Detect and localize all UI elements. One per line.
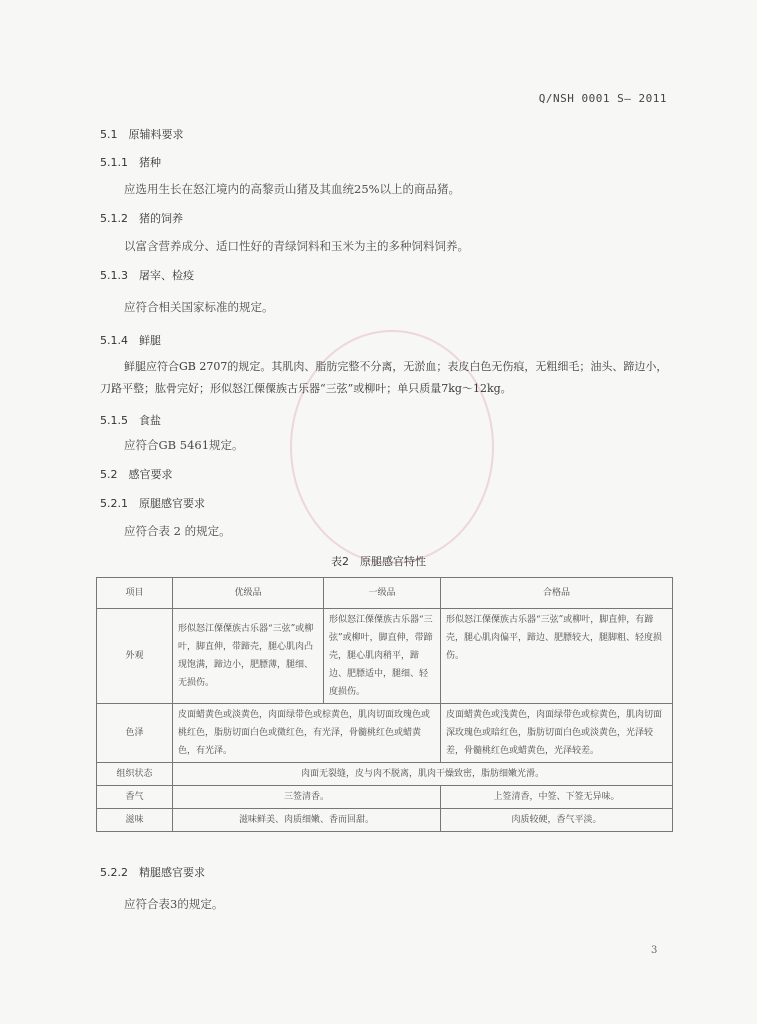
section-5-2-1-text: 应符合表 2 的规定。 bbox=[124, 524, 231, 538]
section-5-1-1-text: 应选用生长在怒江境内的高黎贡山猪及其血统25%以上的商品猪。 bbox=[124, 182, 461, 196]
section-5-1-5-text: 应符合GB 5461规定。 bbox=[124, 438, 244, 452]
cell-texture-all: 肉面无裂缝，皮与肉不脱离，肌肉干燥致密，脂肪细嫩光滑。 bbox=[173, 763, 673, 786]
cell-color-qualified: 皮面蜡黄色或浅黄色，肉面绿带色或棕黄色，肌肉切面深玫瑰色或暗红色，脂肪切面白色或淡黄色，光泽较差，骨髓桃红色或蜡黄色，光泽较差。 bbox=[441, 704, 673, 763]
cell-aroma-premium-first: 三签清香。 bbox=[173, 786, 441, 809]
cell-appearance-qualified: 形似怒江傈僳族古乐器“三弦”或柳叶，脚直伸，有蹄壳，腿心肌肉偏平，蹄边、肥膘较大，腿脚粗、轻度损伤。 bbox=[441, 609, 673, 704]
section-5-1-4-heading: 5.1.4 鲜腿 bbox=[100, 334, 161, 347]
section-5-1-2-text: 以富含营养成分、适口性好的青绿饲料和玉米为主的多种饲料饲养。 bbox=[124, 239, 469, 253]
sensory-table bbox=[96, 577, 673, 832]
table-row bbox=[97, 763, 673, 786]
section-5-1-3-text: 应符合相关国家标准的规定。 bbox=[124, 300, 274, 314]
section-5-1-2-heading: 5.1.2 猪的饲养 bbox=[100, 212, 183, 225]
section-5-1-heading: 5.1 原辅料要求 bbox=[100, 128, 184, 141]
page-number: 3 bbox=[651, 945, 658, 956]
cell-appearance-premium: 形似怒江傈僳族古乐器“三弦”或柳叶，脚直伸，带蹄壳，腿心肌肉凸现饱满，蹄边小，肥膘薄，腿细、无损伤。 bbox=[173, 609, 324, 704]
section-5-2-heading: 5.2 感官要求 bbox=[100, 468, 173, 481]
table-row bbox=[97, 609, 673, 704]
table-row bbox=[97, 704, 673, 763]
cell-taste-qualified: 肉质较硬，香气平淡。 bbox=[441, 809, 673, 832]
header-premium: 优级品 bbox=[173, 578, 324, 609]
header-first: 一级品 bbox=[324, 578, 441, 609]
table-header-row bbox=[97, 578, 673, 609]
table-row bbox=[97, 786, 673, 809]
row-label-appearance: 外观 bbox=[97, 609, 173, 704]
header-qualified: 合格品 bbox=[441, 578, 673, 609]
section-5-2-1-heading: 5.2.1 原腿感官要求 bbox=[100, 497, 205, 510]
section-5-1-1-heading: 5.1.1 猪种 bbox=[100, 156, 161, 169]
cell-taste-premium-first: 滋味鲜美、肉质细嫩、香而回甜。 bbox=[173, 809, 441, 832]
cell-aroma-qualified: 上签清香，中签、下签无异味。 bbox=[441, 786, 673, 809]
section-5-2-2-heading: 5.2.2 精腿感官要求 bbox=[100, 866, 205, 879]
section-5-1-3-heading: 5.1.3 屠宰、检疫 bbox=[100, 269, 194, 282]
section-5-2-2-text: 应符合表3的规定。 bbox=[124, 897, 224, 911]
standard-code: Q/NSH 0001 S— 2011 bbox=[538, 92, 667, 105]
cell-color-premium-first: 皮面蜡黄色或淡黄色，肉面绿带色或棕黄色，肌肉切面玫瑰色或桃红色，脂肪切面白色或微红色，有光泽，骨髓桃红色或蜡黄色，有光泽。 bbox=[173, 704, 441, 763]
section-5-1-5-heading: 5.1.5 食盐 bbox=[100, 414, 161, 427]
row-label-texture: 组织状态 bbox=[97, 763, 173, 786]
row-label-taste: 滋味 bbox=[97, 809, 173, 832]
table-row bbox=[97, 809, 673, 832]
row-label-aroma: 香气 bbox=[97, 786, 173, 809]
row-label-color: 色泽 bbox=[97, 704, 173, 763]
table-caption: 表2 原腿感官特性 bbox=[331, 555, 426, 568]
section-5-1-4-text: 鲜腿应符合GB 2707的规定。其肌肉、脂肪完整不分离，无淤血；表皮白色无伤痕，无粗细毛；油头、蹄边小，刀路平整；肱骨完好；形似怒江傈僳族古乐器“三弦”或柳叶；单只质量7kg～12kg。 bbox=[100, 360, 668, 395]
cell-appearance-first: 形似怒江傈僳族古乐器“三弦”或柳叶，脚直伸，带蹄壳，腿心肌肉稍平，蹄边、肥膘适中，腿细、轻度损伤。 bbox=[324, 609, 441, 704]
header-item: 项目 bbox=[97, 578, 173, 609]
